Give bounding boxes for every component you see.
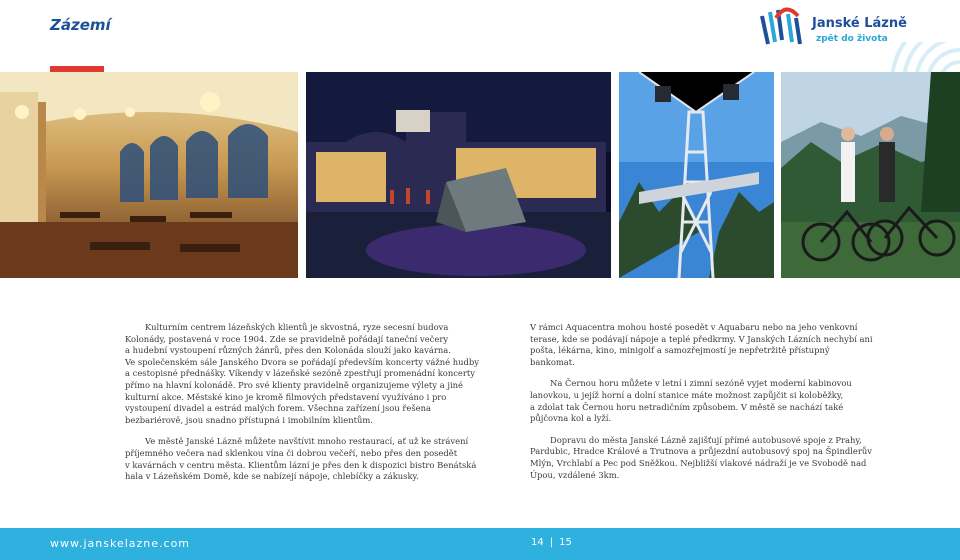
logo-tagline: zpět do života	[816, 34, 888, 44]
text-line: a zdolat tak Černou horu netradičním způsobem. V městě se nachází také	[530, 401, 844, 412]
text-line: Mlýn, Vrchlabí a Pec pod Sněžkou. Nejbližší vlakové nádraží je ve Svobodě nad	[530, 457, 867, 468]
text-line: kulturní akce. Městské kino je kromě filmových představení využíváno i pro	[125, 391, 447, 402]
page-number-right: 15	[559, 537, 572, 548]
text-line: v kavárnách v centru města. Klientům lázní je přes den k dispozici bistro Benátská	[125, 459, 477, 470]
text-line: terase, kde se podávají nápoje a teplé předkrmy. V Janských Lázních nechybí ani	[530, 333, 873, 344]
brand-logo	[758, 0, 928, 48]
paragraph	[125, 322, 479, 426]
text-line: bankomat.	[530, 356, 575, 367]
text-line: a hudební vystoupení různých žánrů, přes den Kolonáda slouží jako kavárna.	[125, 345, 451, 356]
text-line: přímo na hlavní kolonádě. Pro své klienty pravidelně organizujeme výlety a jiné	[125, 379, 463, 390]
text-line: vystoupení divadel a estrád malých forem. Všechna zařízení jsou řešena	[125, 403, 432, 414]
photo-colonnade-interior	[0, 72, 298, 278]
text-line: příjemného večera nad sklenkou vína či dobrou večeří, nebo přes den posedět	[125, 447, 458, 458]
text-line: Ve městě Janské Lázně můžete navštívit mnoho restaurací, ať už ke strávení	[145, 436, 469, 447]
photo-colonnade-night	[306, 72, 611, 278]
text-line: bezbariérově, jsou snadno přístupná i imobilním klientům.	[125, 414, 373, 425]
text-line: V rámci Aquacentra mohou hosté posedět v Aquabaru nebo na jeho venkovní	[530, 322, 858, 332]
paragraph	[125, 436, 477, 482]
page-numbers	[531, 537, 572, 548]
text-line: Kolonády, postavená v roce 1904. Zde se pravidelně pořádají taneční večery	[125, 333, 449, 344]
text-line: Kulturním centrem lázeňských klientů je skvostná, ryze secesní budova	[145, 322, 449, 332]
text-line: Dopravu do města Janské Lázně zajišťují přímé autobusové spoje z Prahy,	[550, 434, 862, 445]
text-line: Úpou, vzdálené 3km.	[530, 469, 620, 480]
text-line: pošta, lékárna, kino, minigolf a samozřejmostí je nepřetržitě přístupný	[530, 345, 830, 356]
text-line: lanovkou, u jejíž horní a dolní stanice máte možnost zapůjčit si koloběžky,	[530, 389, 844, 400]
page-number-left: 14	[531, 537, 544, 548]
page-title: Zázemí	[50, 16, 111, 34]
text-line: Ve společenském sále Janského Dvora se pořádají především koncerty vážné hudby	[125, 356, 479, 367]
text-column-right	[530, 322, 873, 491]
text-line: Na Černou horu můžete v letní i zimní sezóně vyjet moderní kabinovou	[550, 378, 852, 389]
logo-name: Janské Lázně	[812, 16, 907, 31]
text-column-left	[125, 322, 479, 493]
logo-mark-icon	[758, 2, 810, 46]
photo-cyclists	[781, 72, 960, 278]
text-line: Pardubic, Hradce Králové a Trutnova a průjezdní autobusový spoj na Špindlerův	[530, 446, 872, 457]
text-line: hala v Lázeňském Domě, kde se nabízejí nápoje, chlebíčky a zákusky.	[125, 471, 419, 482]
text-line: půjčovna kol a lyží.	[530, 413, 612, 424]
footer-bar	[0, 528, 960, 560]
paragraph	[530, 434, 872, 481]
paragraph	[530, 322, 873, 368]
website-link[interactable]: www.janskelazne.com	[50, 537, 191, 550]
page-separator: |	[549, 537, 554, 548]
text-line: a cestopisné přednášky. Víkendy v lázeňské sezóně zpestřují promenádní koncerty	[125, 368, 475, 379]
paragraph	[530, 378, 852, 424]
photo-cable-car	[619, 72, 774, 278]
